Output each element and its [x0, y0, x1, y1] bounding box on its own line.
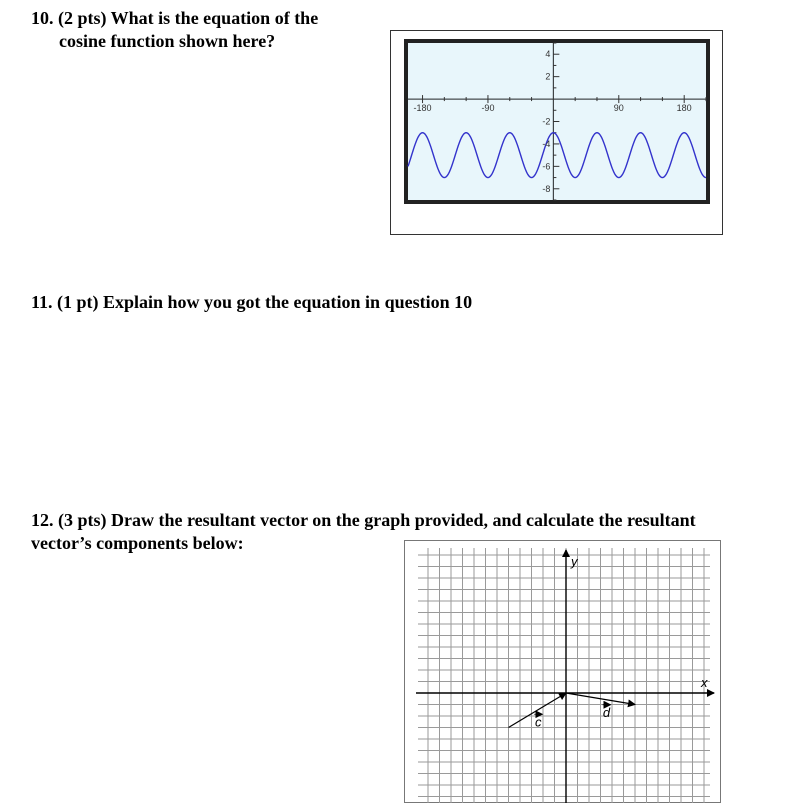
- cos-y-tick-label: -2: [542, 116, 551, 127]
- cos-x-tick-label: 180: [676, 103, 692, 114]
- cos-x-tick-label: 90: [613, 103, 624, 114]
- vector-d-label: d: [602, 704, 611, 720]
- cos-y-tick-label: 2: [545, 71, 551, 82]
- vec-x-axis-label: x: [701, 675, 708, 690]
- vector-grid-frame: [405, 541, 721, 803]
- vector-c-label: c: [535, 714, 542, 730]
- cos-y-tick-label: 4: [545, 49, 551, 60]
- cos-y-tick-label: -8: [542, 183, 551, 194]
- cos-y-tick-label: -6: [542, 161, 551, 172]
- question-10: [31, 7, 361, 53]
- question-12-line2: vector’s components below:: [31, 533, 244, 553]
- cos-y-tick-label: -4: [542, 138, 551, 149]
- cosine-graph: [390, 30, 724, 236]
- question-10-line2: cosine function shown here?: [59, 31, 276, 51]
- question-11: 11. (1 pt) Explain how you got the equation in question 10: [31, 292, 473, 312]
- vec-y-axis-label: y: [571, 554, 578, 569]
- question-10-line1: 10. (2 pts) What is the equation of the: [31, 8, 319, 28]
- vector-grid-graph: [404, 540, 722, 803]
- cos-x-tick-label: -90: [481, 103, 495, 114]
- question-12-line1: 12. (3 pts) Draw the resultant vector on the graph provided, and calculate the resultant: [31, 510, 696, 530]
- cos-x-tick-label: -180: [413, 103, 432, 114]
